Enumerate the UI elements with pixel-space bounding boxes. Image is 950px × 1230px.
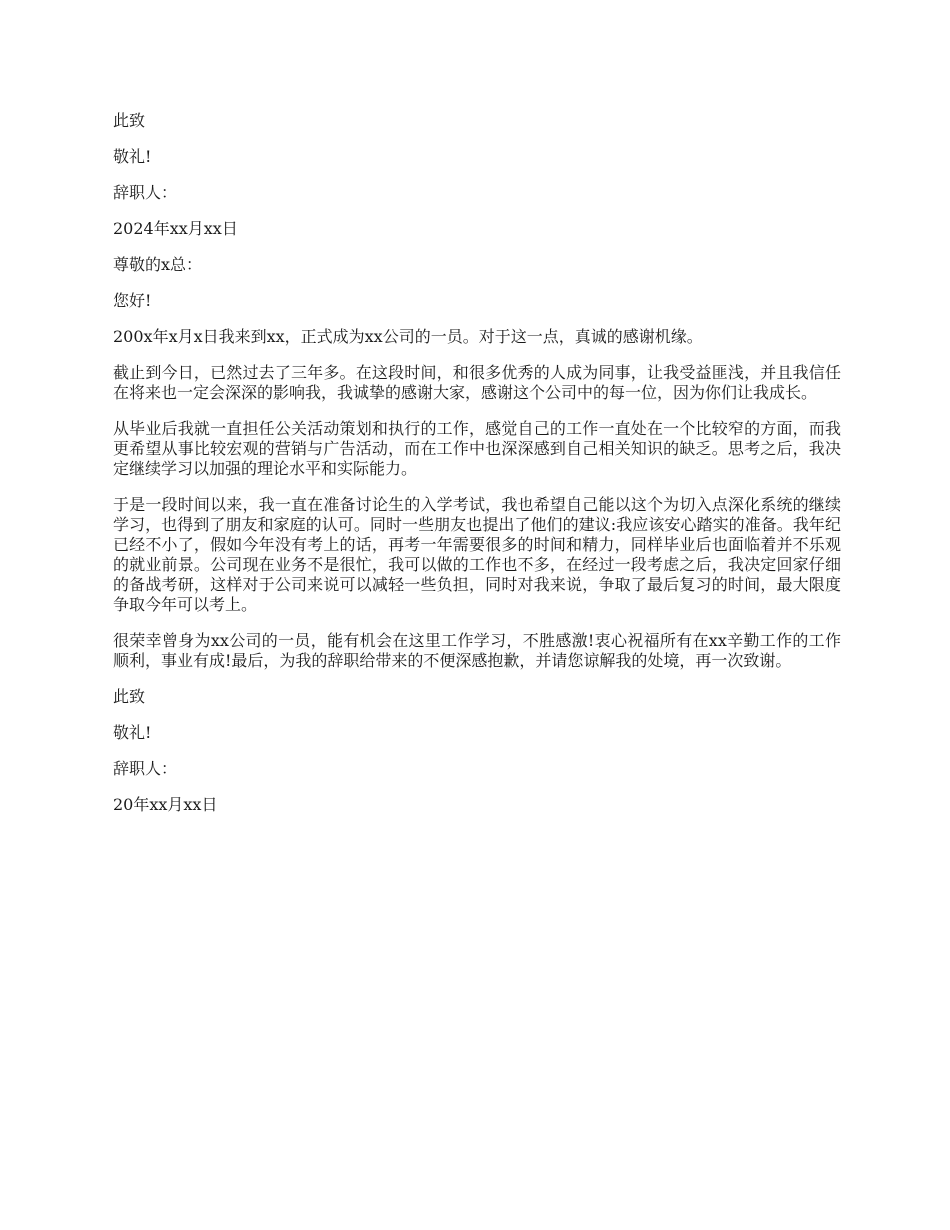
letter-date: 20年xx月xx日 bbox=[113, 795, 218, 814]
signer-label: 辞职人： bbox=[113, 759, 178, 778]
body-paragraph: 于是一段时间以来，我一直在准备讨论生的入学考试，我也希望自己能以这个为切入点深化系统的继续学习，也得到了朋友和家庭的认可。同时一些朋友也提出了他们的建议:我应该安心踏实的准备。我年纪已经不小了，假如今年没有考上的话，再考一年需要很多的时间和精力，同样毕业后也面临着并不乐观的就业前景。公司现在业务不是很忙，我可以做的工作也不多，在经过一段考虑之后，我决定回家仔细的备战考研，这样对于公司来说可以减轻一些负担，同时对我来说，争取了最后复习的时间，最大限度争取今年可以考上。 bbox=[113, 495, 841, 614]
body-paragraph: 很荣幸曾身为xx公司的一员，能有机会在这里工作学习，不胜感激!衷心祝福所有在xx辛勤工作的工作顺利，事业有成!最后，为我的辞职给带来的不便深感抱歉，并请您谅解我的处境，再一次致谢。 bbox=[113, 631, 841, 670]
letter-body bbox=[113, 111, 841, 831]
body-paragraph: 从毕业后我就一直担任公关活动策划和执行的工作，感觉自己的工作一直处在一个比较窄的方面，而我更希望从事比较宏观的营销与广告活动，而在工作中也深深感到自己相关知识的缺乏。思考之后，我决定继续学习以加强的理论水平和实际能力。 bbox=[113, 419, 841, 478]
body-paragraph: 截止到今日，已然过去了三年多。在这段时间，和很多优秀的人成为同事，让我受益匪浅，并且我信任在将来也一定会深深的影响我，我诚挚的感谢大家，感谢这个公司中的每一位，因为你们让我成长。 bbox=[113, 363, 841, 402]
closing-salutation: 此致 bbox=[113, 111, 146, 130]
body-paragraph: 200x年x月x日我来到xx，正式成为xx公司的一员。对于这一点，真诚的感谢机缘。 bbox=[113, 327, 703, 346]
closing-salutation: 此致 bbox=[113, 687, 146, 706]
recipient-greeting: 尊敬的x总： bbox=[113, 255, 203, 274]
hello-line: 您好! bbox=[113, 291, 152, 310]
letter-date: 2024年xx月xx日 bbox=[113, 219, 238, 238]
closing-respect: 敬礼! bbox=[113, 723, 152, 742]
closing-respect: 敬礼! bbox=[113, 147, 152, 166]
signer-label: 辞职人： bbox=[113, 183, 178, 202]
